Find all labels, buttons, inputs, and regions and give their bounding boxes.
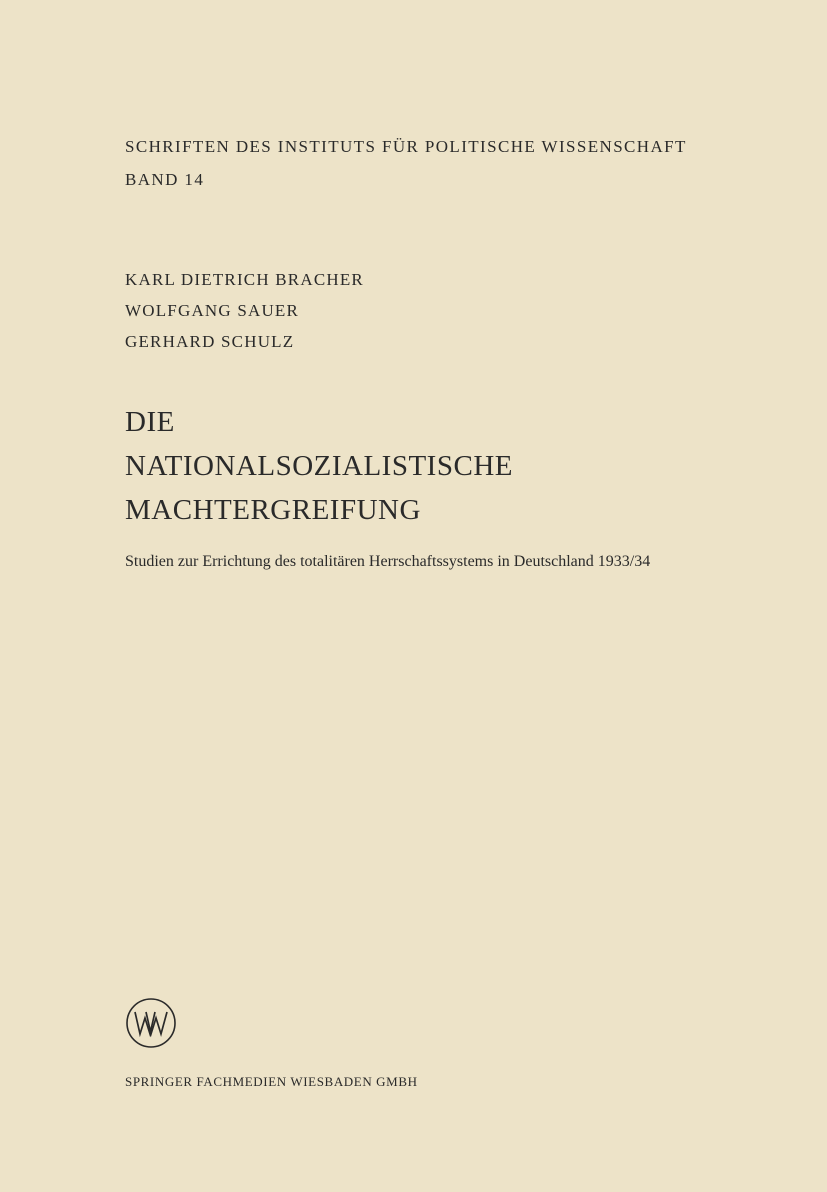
author-name: WOLFGANG SAUER [125, 301, 300, 320]
series-block [125, 130, 687, 196]
author-name: KARL DIETRICH BRACHER [125, 270, 364, 289]
book-title [125, 400, 513, 532]
title-line: DIE [125, 406, 175, 438]
publisher-name: SPRINGER FACHMEDIEN WIESBADEN GMBH [125, 1074, 418, 1089]
author-list [125, 264, 364, 357]
series-name: SCHRIFTEN DES INSTITUTS FÜR POLITISCHE WISSENSCHAFT [125, 137, 687, 156]
publisher-ww-logo-icon [125, 997, 177, 1049]
book-subtitle: Studien zur Errichtung des totalitären Herrschaftssystems in Deutschland 1933/34 [125, 553, 651, 570]
title-line: NATIONALSOZIALISTISCHE [125, 450, 513, 482]
author-name: GERHARD SCHULZ [125, 332, 295, 351]
series-volume: BAND 14 [125, 170, 205, 189]
title-line: MACHTERGREIFUNG [125, 494, 421, 526]
